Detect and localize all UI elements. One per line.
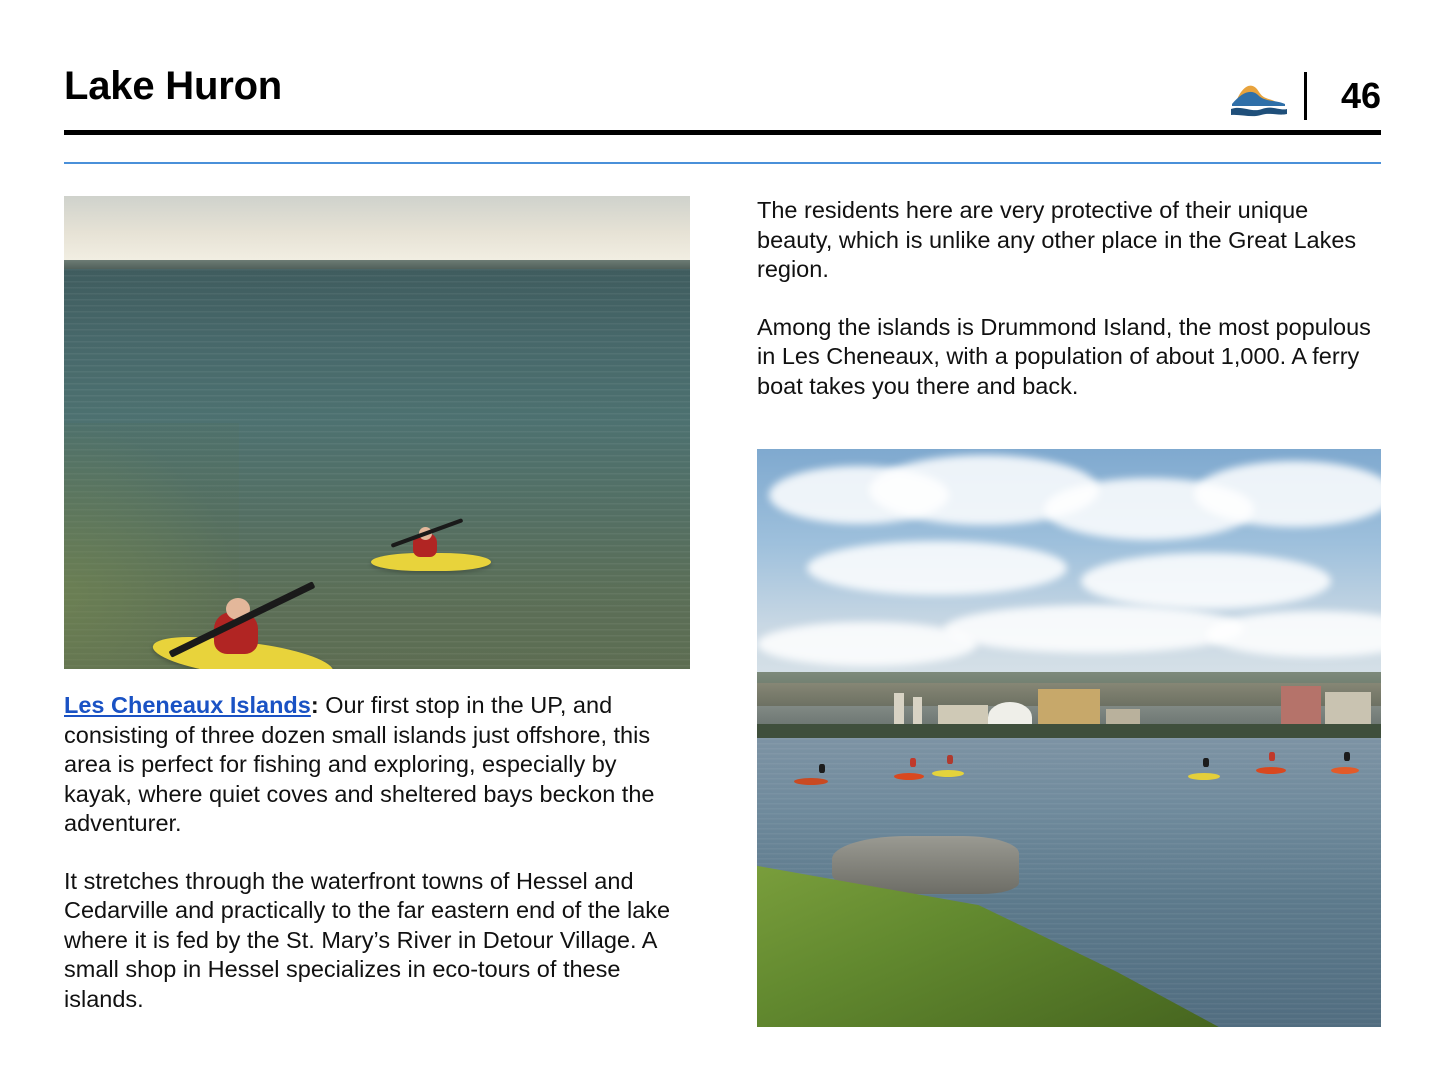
paddler [1269,752,1275,761]
mountain-lake-logo-icon [1228,74,1290,118]
page-header [64,60,1381,138]
kayak-near [152,598,352,669]
paddler [910,758,916,767]
paragraph-residents: The residents here are very protective of their unique beauty, which is unlike any other place in the Great Lakes region. [757,197,1357,282]
kayak-far [371,527,501,587]
right-column [757,196,1381,1027]
waterfront-kayakers-photo [757,449,1381,1027]
kayak [932,770,964,777]
header-right-group [1228,68,1381,124]
lead-colon: : [310,692,319,718]
page-number: 46 [1340,75,1381,116]
paragraph-les-cheneaux [64,691,684,839]
photo-sky [64,196,690,262]
cloud [1194,461,1381,527]
cloud [944,605,1244,653]
kayak [1256,767,1286,774]
paddler [1344,752,1350,761]
paragraph-drummond: Among the islands is Drummond Island, the most populous in Les Cheneaux, with a population of about 1,000. A ferry boat takes you there and back. [757,313,1371,399]
kayakers-on-lake-photo [64,196,690,669]
kayak [1331,767,1359,774]
cloud [1081,553,1331,609]
kayak [1188,773,1220,780]
page-title: Lake Huron [64,64,283,108]
accent-rule [64,162,1381,164]
paddler [819,764,825,773]
header-rule [64,130,1381,135]
paddler [947,755,953,764]
kayak [894,773,924,780]
les-cheneaux-islands-link[interactable]: Les Cheneaux Islands [64,692,311,718]
paddler [1203,758,1209,767]
header-divider [1304,72,1307,120]
paragraph-stretches: It stretches through the waterfront towns of Hessel and Cedarville and practically to the far eastern end of the lake where it is fed by the St. Mary’s River in Detour Village. A small shop in Hessel specializes in eco-tours of these islands. [64,867,671,1012]
left-column [64,196,684,1042]
paragraph-les-cheneaux-text: Our first stop in the UP, and consisting of three dozen small islands just offshore, this area is perfect for fishing and exploring, especially by kayak, where quiet coves and sheltered bays beckon the adventurer. [64,692,655,836]
